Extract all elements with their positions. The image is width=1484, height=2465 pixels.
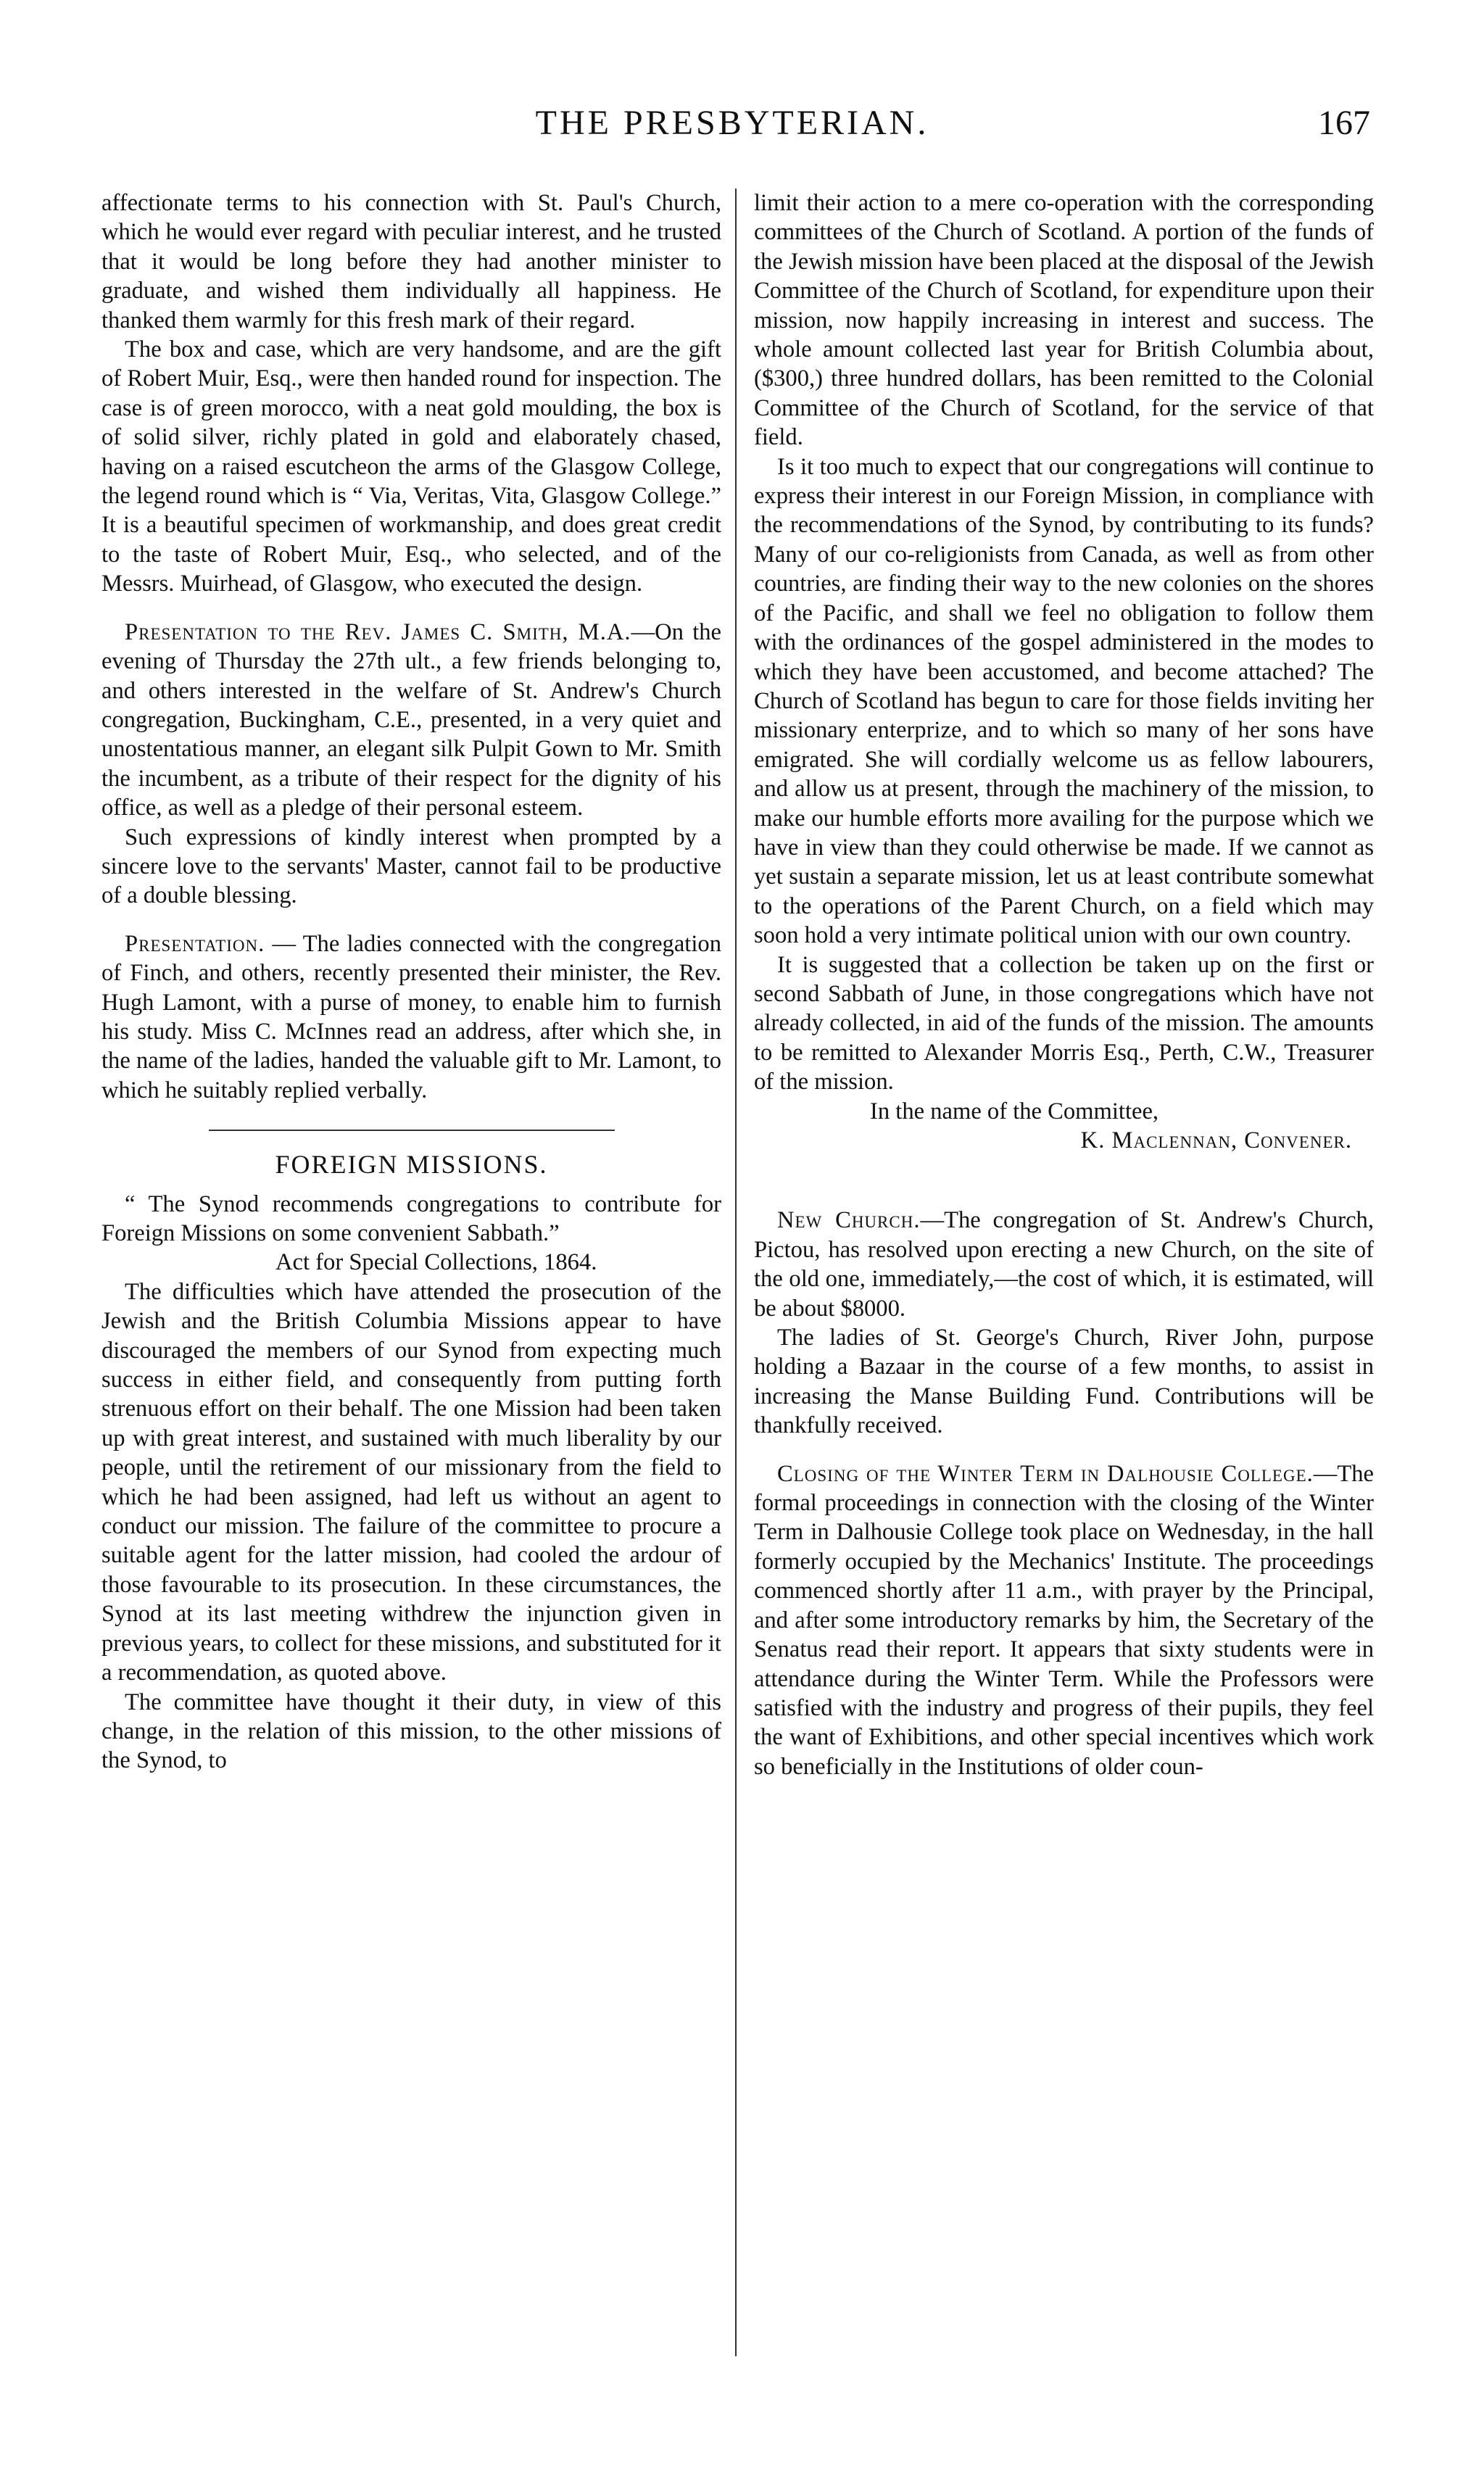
paragraph-heading: Presentation to the Rev. James C. Smith, M.A. [125,618,631,645]
paragraph: Is it too much to expect that our congregations will continue to express their interest in our Foreign Mission, in compliance with the recommendations of the Synod, by contributing to its funds? Many of our co-religionists from Canada, as well as from other countries, are finding their way to the new colonies on the shores of the Pacific, and shall we feel no obligation to follow them with the ordinances of the gospel administered in the modes to which they have been accustomed, and become attached? The Church of Scotland has begun to care for those fields inviting her missionary enterprize, and to which so many of her sons have emigrated. She will cordially welcome us as fellow labourers, and allow us at present, through the machinery of the mission, to make our humble efforts more availing for the purpose which we have in view than they could otherwise be made. If we cannot as yet sustain a separate mission, let us at least contribute somewhat to the operations of the Parent Church, on a field which may soon hold a very intimate political union with our own country. [754,453,1374,949]
paragraph [101,929,721,1105]
paragraph [754,1206,1374,1323]
act-citation: Act for Special Collections, 1864. [275,1249,597,1276]
running-head [94,102,1370,152]
column-divider [735,188,737,2356]
committee-line: In the name of the Committee, [870,1098,1159,1124]
paragraph-heading: New Church. [777,1207,921,1234]
paragraph: The difficulties which have attended the prosecution of the Jewish and the British Columbia Missions appear to have discouraged the members of our Synod from expecting much success in either field, and consequently from putting forth strenuous effort on their behalf. The one Mission had been taken up with great interest, and sustained with much liberality by our people, until the retirement of our missionary from the field to which he had been assigned, had left us without an agent to conduct our mission. The failure of the committee to procure a suitable agent for the latter mission, had cooled the ardour of those favourable to its prosecution. In these circumstances, the Synod at its last meeting withdrew the injunction given in previous years, to collect for these missions, and substituted for it a recommendation, as quoted above. [101,1278,721,1686]
section-divider [209,1130,615,1131]
paragraph [754,1459,1374,1781]
paragraph: The committee have thought it their duty, in view of this change, in the relation of this mission, to the other missions of the Synod, to [101,1689,721,1774]
left-column [101,188,721,2371]
paragraph: Such expressions of kindly interest when prompted by a sincere love to the servants' Master, cannot fail to be productive of a double blessing. [101,824,721,909]
signature: K. Maclennan, Convener. [1080,1127,1352,1153]
section-title: FOREIGN MISSIONS. [275,1150,548,1180]
paragraph-body: —The congregation of St. Andrew's Church, Pictou, has resolved upon erecting a new Church, on the site of the old one, immediately,—the cost of which, it is estimated, will be about $8000. [754,1207,1374,1322]
right-column [754,188,1374,2371]
paragraph: It is suggested that a collection be taken up on the first or second Sabbath of June, in those congregations which have not already collected, in aid of the funds of the mission. The amounts to be remitted to Alexander Morris Esq., Perth, C.W., Treasurer of the mission. [754,951,1374,1095]
paragraph [101,618,721,823]
paragraph: limit their action to a mere co-operation with the corresponding committees of the Church of Scotland. A portion of the funds of the Jewish mission have been placed at the disposal of the Jewish Committee of the Church of Scotland, for expenditure upon their mission, now happily increasing in interest and success. The whole amount collected last year for British Columbia about, ($300,) three hundred dollars, has been remitted to the Colonial Committee of the Church of Scotland, for the service of that field. [754,190,1374,451]
paragraph-heading: Closing of the Winter Term in Dalhousie College. [777,1460,1314,1487]
paragraph: affectionate terms to his connection with St. Paul's Church, which he would ever regard with peculiar interest, and he trusted that it would be long before they had another minister to graduate, and wished them individually all happiness. He thanked them warmly for this fresh mark of their regard. [101,190,721,334]
paragraph: The ladies of St. George's Church, River John, purpose holding a Bazaar in the course of a few months, to assist in increasing the Manse Building Fund. Contributions will be thankfully received. [754,1325,1374,1439]
paragraph-body: —The formal proceedings in connection with the closing of the Winter Term in Dalhousie College took place on Wednesday, in the hall formerly occupied by the Mechanics' Institute. The proceedings commenced shortly after 11 a.m., with prayer by the Principal, and after some introductory remarks by him, the Secretary of the Senatus read their report. It appears that sixty students were in attendance during the Winter Term. While the Professors were satisfied with the industry and progress of their pupils, they feel the want of Exhibitions, and other special incentives which work so beneficially in the Institutions of older coun- [754,1460,1374,1780]
synod-quote: “ The Synod recommends congregations to contribute for Foreign Missions on some convenient Sabbath.” [101,1190,721,1246]
paragraph-body: — The ladies connected with the congregation of Finch, and others, recently presented their minister, the Rev. Hugh Lamont, with a purse of money, to enable him to furnish his study. Miss C. McInnes read an address, after which she, in the name of the ladies, handed the valuable gift to Mr. Lamont, to which he suitably replied verbally. [101,930,721,1103]
page-title: THE PRESBYTERIAN. [535,104,929,142]
paragraph-body: —On the evening of Thursday the 27th ult., a few friends belonging to, and others interested in the welfare of St. Andrew's Church congregation, Buckingham, C.E., presented, in a very quiet and unostentatious manner, an elegant silk Pulpit Gown to Mr. Smith the incumbent, as a tribute of their respect for the dignity of his office, as well as a pledge of their personal esteem. [101,618,721,821]
paragraph-heading: Presentation. [125,930,265,957]
paragraph: The box and case, which are very handsome, and are the gift of Robert Muir, Esq., were then handed round for inspection. The case is of green morocco, with a neat gold moulding, the box is of solid silver, richly plated in gold and elaborately chased, having on a raised escutcheon the arms of the Glasgow College, the legend round which is “ Via, Veritas, Vita, Glasgow College.” It is a beautiful specimen of workmanship, and does great credit to the taste of Robert Muir, Esq., who selected, and of the Messrs. Muirhead, of Glasgow, who executed the design. [101,336,721,597]
page-number: 167 [1318,104,1370,142]
